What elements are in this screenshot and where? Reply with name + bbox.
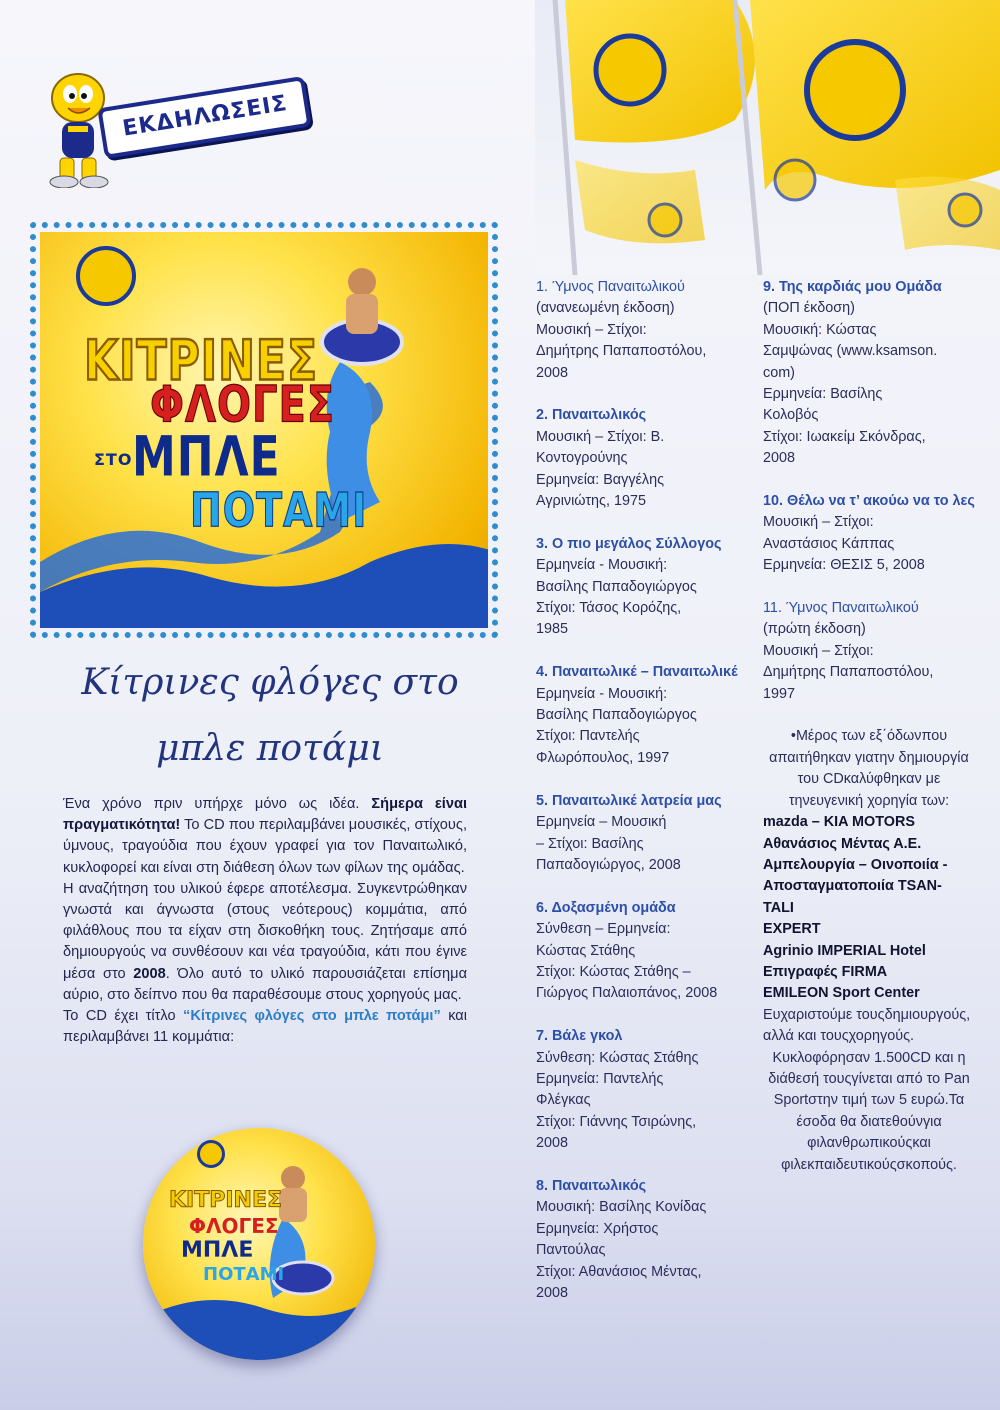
paragraph-search-start: Η αναζήτηση του υλικού έφερε αποτέλεσμα. Συγκεντρώθηκαν γνωστά και άγνωστα (στους νεότερους) κομμάτια, από φιλάθλους που τα είχαν στη δισκοθήκη τους. Ζητήσαμε από δημιουργούς να συνθέσουν και νέα τραγούδια, κάτι που έγινε μέσα στο [63, 880, 467, 982]
sponsor-name: Αθανάσιος Μέντας Α.Ε. [763, 835, 922, 852]
track-credit-line: Παπαδογιώργος, 2008 [536, 856, 681, 873]
track-credit-line: Φλέγκας [536, 1092, 591, 1109]
track-entry [536, 534, 751, 641]
paragraph-intro-highlight: Σήμερα είναι πραγματικότητα! [63, 796, 467, 834]
track-credit-line: Ερμηνεία: Παντελής [536, 1070, 664, 1087]
disc-title-line4: ΠΟΤΑΜΙ [203, 1264, 285, 1285]
track-credit-line: Ερμηνεία: ΘΕΣΙΣ 5, 2008 [763, 557, 925, 574]
closing-line: και φιλεκπαιδευτικούς [781, 1135, 931, 1173]
track-credit-line: 2008 [763, 450, 796, 467]
track-credit-line: Στίχοι: Αθανάσιος Μέντας, [536, 1263, 702, 1280]
sponsors-intro-line: την δημιουργία του CD [797, 749, 969, 788]
paragraph-cd-start: Το CD έχει τίτλο [63, 1008, 184, 1025]
album-cover [40, 232, 488, 628]
track-credit-line: (πρώτη έκδοση) [763, 621, 866, 638]
track-credit-line: Μουσική: Βασίλης Κονίδας [536, 1199, 707, 1216]
thanks-line: δημιουργούς, αλλά και τους [763, 1006, 971, 1045]
disc-title-line1: ΚΙΤΡΙΝΕΣ [169, 1188, 283, 1213]
sponsor-name: TALI [763, 899, 794, 916]
paragraph-search-year: 2008 [133, 965, 166, 982]
track-credit-line: Στίχοι: Γιάννης Τσιρώνης, [536, 1113, 697, 1130]
sponsors-intro-line: ευγενική χορηγία των: [809, 792, 950, 809]
closing-line: στην τιμή των 5 ευρώ. [808, 1092, 949, 1109]
track-entry [536, 277, 751, 384]
track-credit-line: – Στίχοι: Βασίλης [536, 835, 644, 852]
track-entry [536, 1026, 751, 1154]
closing-line: σκοπούς. [896, 1156, 957, 1173]
tracklist-column-b [763, 277, 975, 1176]
track-credit-line: 1985 [536, 621, 569, 638]
track-credit-line: Μουσική – Στίχοι: [763, 514, 874, 531]
track-credit-line: Μουσική: Κώστας [763, 321, 877, 338]
cd-disc-image [143, 1128, 375, 1360]
paragraph-intro [63, 794, 467, 879]
track-credit-line: com) [763, 364, 795, 381]
cover-title-line3: ΜΠΛΕ [132, 425, 281, 490]
track-title: 6. Δοξασμένη ομάδα [536, 899, 676, 916]
sponsor-name: Agrinio IMPERIAL Hotel [763, 942, 926, 959]
closing-line: γίνεται από το Pan Sport [773, 1070, 970, 1109]
track-title: 8. Παναιτωλικός [536, 1177, 647, 1194]
track-credit-line: Μουσική – Στίχοι: [536, 321, 647, 338]
sponsor-name: Αμπελουργία – Οινοποιία - [763, 856, 948, 873]
thanks-line: Ευχαριστούμε τους [763, 1006, 885, 1023]
track-credit-line: Βασίλης Παπαδογιώργος [536, 578, 697, 595]
closing-line: Τα έσοδα θα διατεθούν [796, 1092, 965, 1130]
album-cover-frame [30, 222, 498, 638]
track-credit-line: Σύνθεση: Κώστας Στάθης [536, 1049, 699, 1066]
sponsors-intro-line: που απαιτήθηκαν για [769, 728, 948, 766]
tracklist-column-a [536, 277, 751, 1326]
track-credit-line: Σύνθεση – Ερμηνεία: [536, 921, 671, 938]
track-entry [536, 662, 751, 769]
track-credit-line: Σαμψώνας (www.ksamson. [763, 343, 938, 360]
track-credit-line: Δημήτρης Παπαποστόλου, [536, 343, 707, 360]
track-credit-line: Στίχοι: Κώστας Στάθης – [536, 963, 691, 980]
track-credit-line: Κοντογρούνης [536, 450, 628, 467]
closing-line: CD και η διάθεσή τους [768, 1049, 966, 1087]
sponsors-intro-line: καλύφθηκαν με την [788, 771, 941, 809]
track-credit-line: Ερμηνεία - Μουσική: [536, 557, 668, 574]
track-credit-line: Ερμηνεία: Βαγγέλης [536, 471, 665, 488]
track-credit-line: Στίχοι: Τάσος Κορόζης, [536, 600, 682, 617]
track-title: 3. Ο πιο μεγάλος Σύλλογος [536, 535, 722, 552]
track-credit-line: Κολοβός [763, 407, 819, 424]
article-headline-line1: Κίτρινες φλόγες στο [81, 662, 459, 703]
sponsor-name: Επιγραφές FIRMA [763, 963, 888, 980]
article-body [63, 794, 467, 1048]
track-credit-line: 2008 [536, 364, 569, 381]
track-credit-line: Αγρινιώτης, 1975 [536, 493, 646, 510]
disc-title-line3: ΜΠΛΕ [181, 1238, 254, 1263]
section-banner: ΕΚΔΗΛΩΣΕΙΣ [97, 76, 311, 159]
track-credit-line: (ανανεωμένη έκδοση) [536, 300, 675, 317]
paragraph-intro-rest: Το CD που περιλαμβάνει μουσικές, στίχους, ύμνους, τραγούδια που έχουν γραφεί για τον Παναιτωλικό, κυκλοφορεί και είναι στη διάθεση όλων των φίλων της ομάδας. [63, 817, 467, 876]
paragraph-intro-start: Ένα χρόνο πριν υπήρχε μόνο ως ιδέα. [63, 796, 372, 812]
track-credit-line: Ερμηνεία - Μουσική: [536, 685, 668, 702]
paragraph-search-rest: . Όλο αυτό το υλικό παρουσιάζεται επίσημα αύριο, στο δείπνο που θα παραθέσουμε στους χορηγούς μας. [63, 965, 468, 1003]
track-entry [536, 898, 751, 1005]
track-credit-line: Ερμηνεία: Βασίλης [763, 386, 883, 403]
thanks-line: χορηγούς. [848, 1028, 915, 1045]
paragraph-cd-title [63, 1006, 467, 1048]
track-title: 7. Βάλε γκολ [536, 1028, 623, 1045]
track-entry [763, 598, 975, 705]
cover-title-line4: ΠΟΤΑΜΙ [190, 482, 368, 538]
track-entry [763, 277, 975, 470]
track-credit-line: Γιώργος Παλαιοπάνος, 2008 [536, 985, 718, 1002]
track-title: 11. Ύμνος Παναιτωλικού [763, 600, 919, 617]
track-credit-line: Αναστάσιος Κάππας [763, 535, 895, 552]
disc-wave-illustration [143, 1128, 375, 1360]
track-title: 9. Της καρδιάς μου Ομάδα [763, 279, 942, 295]
track-title: 4. Παναιτωλικέ – Παναιτωλικέ [536, 664, 738, 681]
track-title: 2. Παναιτωλικός [536, 407, 647, 424]
cover-title-line1: ΚΙΤΡΙΝΕΣ [84, 329, 319, 394]
cd-title: “Κίτρινες φλόγες στο μπλε ποτάμι” [183, 1008, 441, 1025]
sponsor-name: Αποσταγματοποιία TSAN- [763, 878, 942, 895]
track-credit-line: 1997 [763, 685, 796, 702]
section-header [30, 62, 290, 202]
track-credit-line: (ΠΟΠ έκδοση) [763, 300, 855, 317]
track-credit-line: Βασίλης Παπαδογιώργος [536, 707, 697, 724]
track-credit-line: Στίχοι: Ιωακείμ Σκόνδρας, [763, 428, 926, 445]
paragraph-cd-rest: και περιλαμβάνει 11 κομμάτια: [63, 1008, 467, 1046]
track-credit-line: Ερμηνεία – Μουσική [536, 814, 667, 831]
track-credit-line: Δημήτρης Παπαποστόλου, [763, 664, 934, 681]
track-credit-line: Κώστας Στάθης [536, 942, 636, 959]
sponsor-name: EMILEON Sport Center [763, 985, 920, 1002]
article-headline-line2: μπλε ποτάμι [156, 728, 384, 769]
track-credit-line: Παντούλας [536, 1242, 606, 1259]
track-credit-line: Ερμηνεία: Χρήστος [536, 1220, 659, 1237]
track-entry [536, 1176, 751, 1304]
track-entry [536, 791, 751, 877]
flags-photo [535, 0, 1000, 275]
disc-title-line2: ΦΛΟΓΕΣ [189, 1214, 279, 1238]
track-entry [763, 491, 975, 577]
track-title: 10. Θέλω να τ’ ακούω να το λες [763, 493, 975, 510]
cover-title-line2: ΦΛΟΓΕΣ [150, 376, 336, 434]
paragraph-search [63, 879, 467, 1006]
sponsor-name: mazda – KIA MOTORS [763, 814, 915, 831]
sponsors-intro-line: •Μέρος των εξ΄όδων [790, 728, 922, 745]
track-credit-line: Μουσική – Στίχοι: Β. [536, 428, 665, 445]
track-credit-line: Μουσική – Στίχοι: [763, 642, 874, 659]
track-entry [536, 405, 751, 512]
track-credit-line: Στίχοι: Παντελής [536, 728, 640, 745]
sponsors-note [763, 726, 975, 1176]
track-credit-line: 2008 [536, 1284, 569, 1301]
closing-line: Κυκλοφόρησαν 1.500 [772, 1049, 911, 1066]
closing-line: για φιλανθρωπικούς [807, 1113, 942, 1152]
sponsor-name: EXPERT [763, 921, 821, 938]
cover-title-line3-small: ΣΤΟ [94, 450, 133, 469]
track-credit-line: 2008 [536, 1135, 569, 1152]
track-title: 1. Ύμνος Παναιτωλικού [536, 279, 685, 295]
track-title: 5. Παναιτωλικέ λατρεία μας [536, 792, 722, 809]
track-credit-line: Φλωρόπουλος, 1997 [536, 749, 670, 766]
